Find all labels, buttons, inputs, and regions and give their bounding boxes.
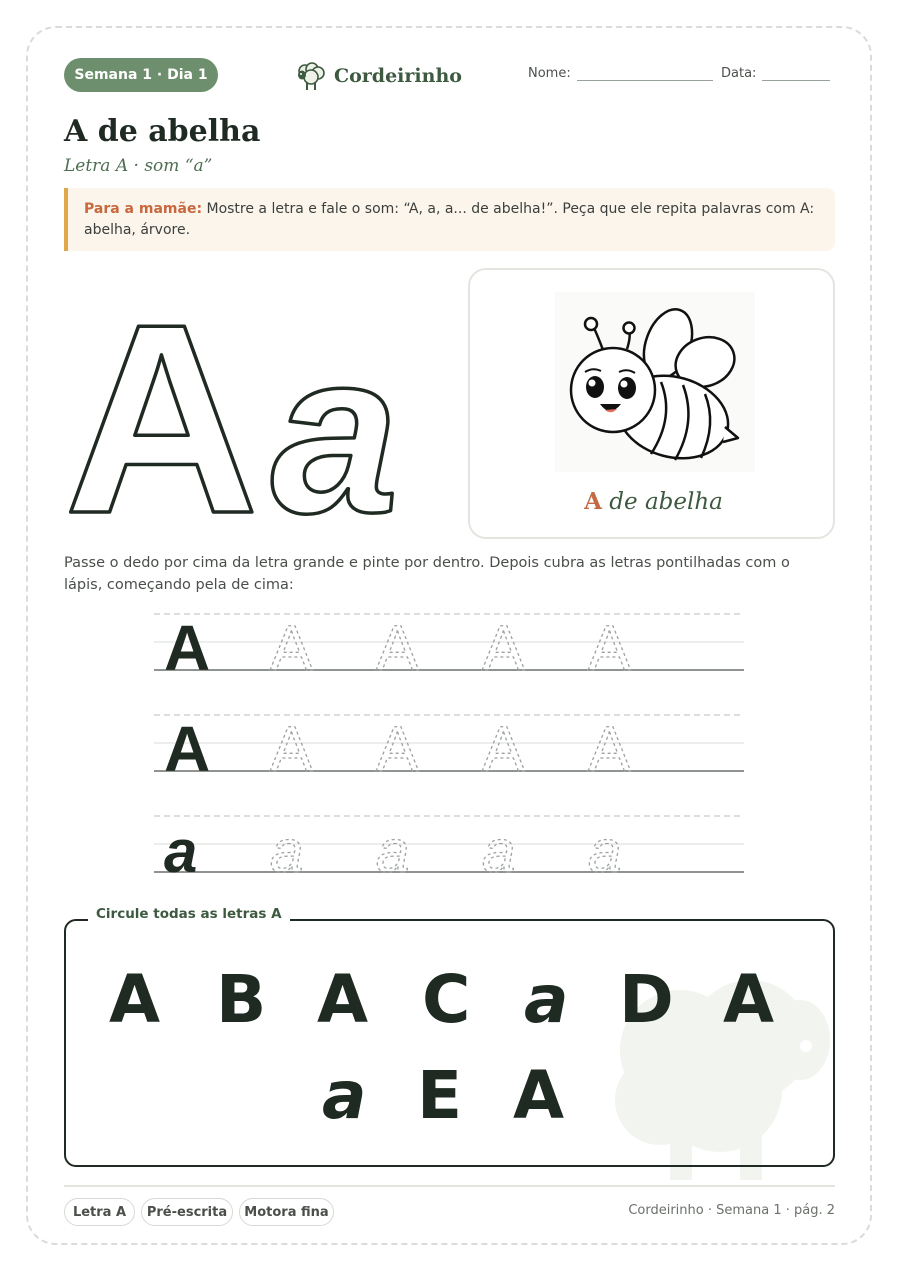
trace-letter[interactable]: A <box>376 713 419 785</box>
model-letter: A <box>164 612 211 684</box>
tracing-practice <box>150 600 750 890</box>
trace-letter[interactable]: a <box>482 818 516 885</box>
trace-letter[interactable]: A <box>482 612 525 684</box>
date-label: Data: <box>721 66 757 81</box>
model-letter: A <box>164 713 211 785</box>
circle-letter[interactable]: A <box>513 1057 565 1134</box>
date-line[interactable] <box>762 66 830 81</box>
date-field[interactable] <box>721 66 830 81</box>
circle-letter[interactable]: A <box>317 961 369 1038</box>
circle-letter[interactable]: C <box>422 961 471 1038</box>
bee-icon <box>555 292 755 472</box>
circle-letter[interactable]: E <box>417 1057 463 1134</box>
trace-letter[interactable]: a <box>270 818 304 885</box>
caption-letter: A <box>584 488 602 515</box>
circle-activity-box <box>64 919 835 1167</box>
model-letter: a <box>164 818 198 885</box>
note-text: Mostre a letra e fale o som: “A, a, a... de abelha!”. Peça que ele repita palavras com A: abelha, árvore. <box>84 201 815 238</box>
circle-letter[interactable]: D <box>619 961 674 1038</box>
trace-letter[interactable]: A <box>376 612 419 684</box>
footer-divider <box>64 1185 835 1187</box>
name-field[interactable] <box>528 66 713 81</box>
circle-letter[interactable]: B <box>216 961 267 1038</box>
tag-fine-motor: Motora fina <box>239 1198 334 1226</box>
circle-activity-title: Circule todas as letras A <box>88 906 290 922</box>
picture-card <box>468 268 835 539</box>
circle-letter[interactable]: a <box>322 1057 367 1134</box>
big-upper-letter: A <box>64 300 259 530</box>
big-lower-letter: a <box>271 304 399 530</box>
circle-letter[interactable]: A <box>723 961 775 1038</box>
circle-letter[interactable]: a <box>524 961 569 1038</box>
sheep-icon <box>296 60 326 92</box>
trace-letter[interactable]: A <box>270 713 313 785</box>
practice-row-1 <box>154 612 744 684</box>
trace-letter[interactable]: A <box>588 612 631 684</box>
trace-letter[interactable]: a <box>376 818 410 885</box>
parent-note <box>64 188 835 251</box>
trace-letter[interactable]: a <box>588 818 622 885</box>
practice-row-3 <box>154 816 744 885</box>
lesson-title: A de abelha <box>64 114 261 149</box>
week-day-badge: Semana 1 · Dia 1 <box>64 58 218 92</box>
tracing-instructions: Passe o dedo por cima da letra grande e pinte por dentro. Depois cubra as letras pontilhadas com o lápis, começando pela de cima: <box>64 555 790 593</box>
trace-letter[interactable]: A <box>482 713 525 785</box>
caption-text: de abelha <box>601 489 723 515</box>
note-lead: Para a mamãe: <box>84 201 203 217</box>
trace-letter[interactable]: A <box>588 713 631 785</box>
tag-prewriting: Pré-escrita <box>141 1198 233 1226</box>
tag-letter: Letra A <box>64 1198 135 1226</box>
name-label: Nome: <box>528 66 571 81</box>
lesson-subtitle: Letra A · som “a” <box>64 156 213 176</box>
picture-caption <box>470 488 837 515</box>
page-info: Cordeirinho · Semana 1 · pág. 2 <box>628 1203 835 1218</box>
brand <box>296 58 462 94</box>
trace-letter[interactable]: A <box>270 612 313 684</box>
name-line[interactable] <box>577 66 713 81</box>
brand-name: Cordeirinho <box>334 65 462 87</box>
practice-row-2 <box>154 713 744 785</box>
big-outline-letters <box>56 300 456 530</box>
circle-letter[interactable]: A <box>109 961 161 1038</box>
